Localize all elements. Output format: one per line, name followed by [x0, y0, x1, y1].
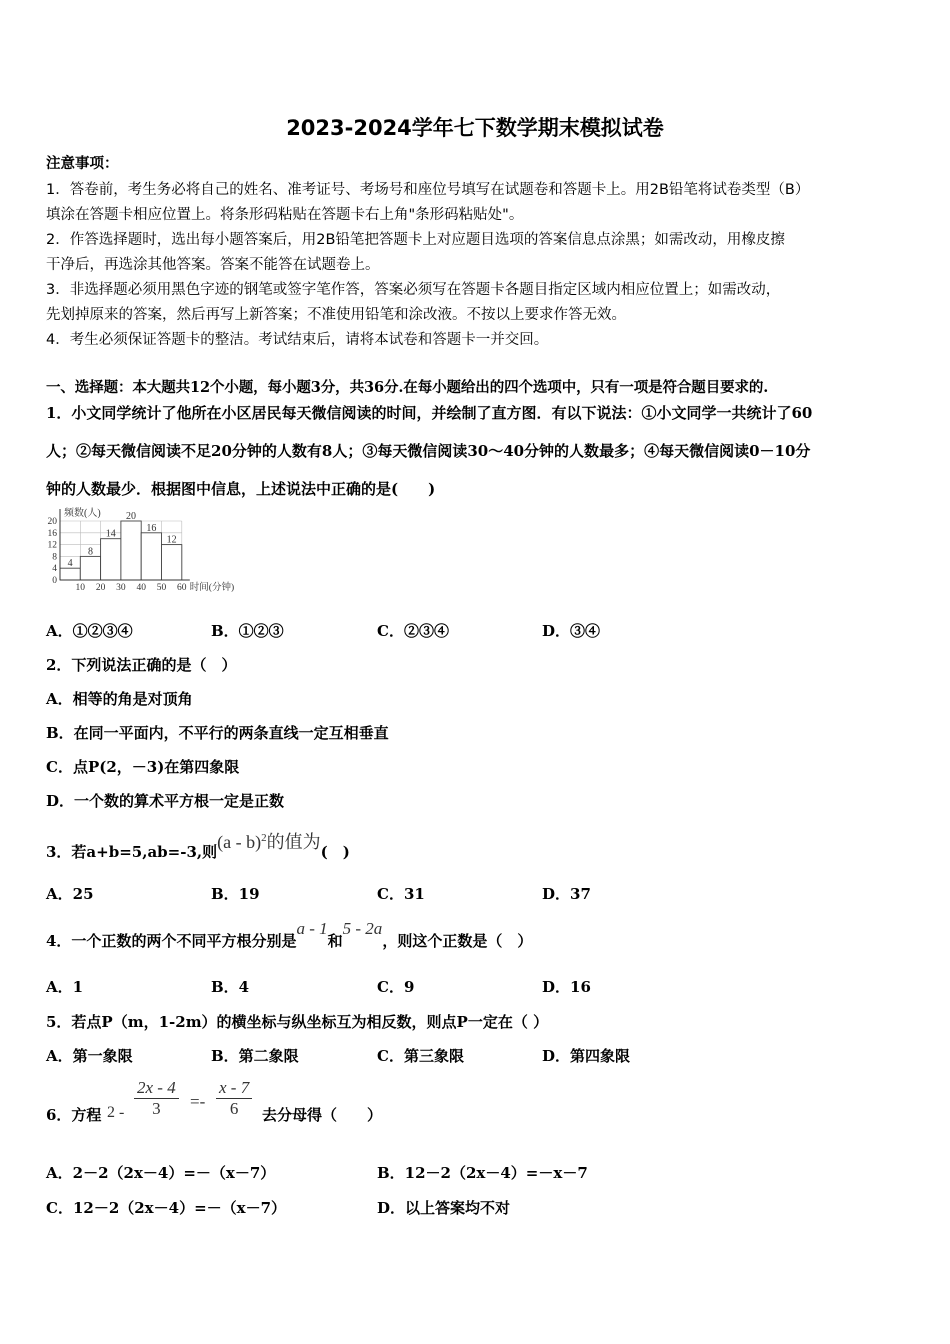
- histogram-svg: [42, 503, 257, 598]
- q3-stem-post: ( ): [320, 843, 350, 861]
- question-1-line: 钟的人数最少．根据图中信息，上述说法中正确的是( ): [46, 480, 436, 498]
- q5-option-c: C．第三象限: [377, 1047, 464, 1065]
- notice-line: 干净后，再选涂其他答案。答案不能答在试题卷上。: [46, 257, 380, 273]
- question-2-stem: 2．下列说法正确的是（ ）: [46, 656, 237, 674]
- y-tick-label: 20: [47, 517, 57, 527]
- x-tick-label: 10: [75, 583, 86, 593]
- histogram-bar: [141, 533, 161, 580]
- q6-equals: =-: [190, 1092, 206, 1111]
- notice-heading: 注意事项：: [46, 156, 119, 172]
- question-5-stem: 5．若点P（m，1-2m）的横坐标与纵坐标互为相反数，则点P一定在（ ）: [46, 1013, 549, 1031]
- q1-option-c: C．②③④: [377, 622, 449, 640]
- q6-lead: 2 -: [107, 1104, 125, 1121]
- q4-mid: 和: [327, 932, 343, 950]
- q6-frac1-den: 3: [134, 1098, 179, 1119]
- x-tick-label: 30: [116, 583, 126, 593]
- histogram-bar: [80, 556, 100, 580]
- q3-stem-pre: 3．若a+b=5,ab=-3,则: [46, 843, 218, 861]
- q6-option-b: B．12－2（2x－4）=－x－7: [377, 1164, 588, 1182]
- q6-fraction-1: [134, 1078, 179, 1119]
- bar-value-label: 20: [126, 511, 137, 522]
- y-tick-label: 16: [47, 528, 57, 539]
- q2-option-d: D．一个数的算术平方根一定是正数: [46, 792, 285, 810]
- notice-line: 2．作答选择题时，选出每小题答案后，用2B铅笔把答题卡上对应题目选项的答案信息点涂黑；如需改动，用橡皮擦: [46, 232, 785, 248]
- y-tick-label: 4: [52, 564, 57, 575]
- q2-option-c: C．点P(2，－3)在第四象限: [46, 758, 240, 776]
- q3-expr-exp: 2: [261, 832, 267, 844]
- q4-option-c: C．9: [377, 978, 415, 996]
- q6-stem-post: 去分母得（ ）: [262, 1106, 383, 1124]
- page-title: 2023-2024学年七下数学期末模拟试卷: [286, 116, 664, 140]
- notice-line: 填涂在答题卡相应位置上。将条形码粘贴在答题卡右上角"条形码粘贴处"。: [46, 207, 524, 223]
- histogram-bar: [162, 545, 182, 580]
- question-4-stem: [46, 919, 533, 951]
- q6-frac1-num: 2x - 4: [137, 1078, 176, 1097]
- q4-option-d: D．16: [542, 978, 591, 996]
- q3-expression: [217, 832, 320, 852]
- q6-fraction-2: [216, 1078, 252, 1119]
- question-1-line: 1．小文同学统计了他所在小区居民每天微信阅读的时间，并绘制了直方图．有以下说法：①小文同学一共统计了60: [46, 404, 813, 422]
- notice-line: 4．考生必须保证答题卡的整洁。考试结束后，请将本试卷和答题卡一并交回。: [46, 332, 549, 348]
- q3-option-a: A．25: [46, 885, 94, 903]
- section-heading: 一、选择题：本大题共12个小题，每小题3分，共36分.在每小题给出的四个选项中，只有一项是符合题目要求的.: [46, 379, 769, 396]
- q6-option-a: A．2－2（2x－4）=－（x－7）: [46, 1164, 276, 1182]
- bar-value-label: 12: [166, 534, 177, 546]
- q5-option-a: A．第一象限: [46, 1047, 133, 1065]
- x-axis-label: 时间(分钟): [189, 583, 235, 593]
- notice-line: 先划掉原来的答案，然后再写上新答案；不准使用铅笔和涂改液。不按以上要求作答无效。: [46, 307, 626, 323]
- histogram-bar: [121, 521, 141, 580]
- q2-option-b: B．在同一平面内，不平行的两条直线一定互相垂直: [46, 724, 389, 742]
- q3-option-c: C．31: [377, 885, 425, 903]
- q4-option-b: B．4: [211, 978, 250, 996]
- x-tick-label: 50: [156, 583, 167, 593]
- q5-option-d: D．第四象限: [542, 1047, 631, 1065]
- histogram-bar: [101, 539, 121, 580]
- q6-frac2-num: x - 7: [219, 1078, 250, 1097]
- q1-option-a: A．①②③④: [46, 622, 133, 640]
- x-tick-label: 60: [177, 583, 187, 593]
- question-1-line: 人；②每天微信阅读不足20分钟的人数有8人；③每天微信阅读30～40分钟的人数最多；④每天微信阅读0－10分: [46, 442, 811, 460]
- q3-expr-base: (a - b): [217, 832, 262, 852]
- y-tick-label: 12: [47, 540, 57, 551]
- q6-stem-pre: 6．方程: [46, 1106, 102, 1124]
- q3-expr-tail: 的值为: [266, 832, 321, 852]
- y-tick-label: 8: [52, 552, 57, 563]
- bar-value-label: 14: [105, 528, 116, 540]
- q1-option-b: B．①②③: [211, 622, 284, 640]
- bar-value-label: 4: [67, 558, 73, 570]
- q1-option-d: D．③④: [542, 622, 601, 640]
- y-tick-label: 0: [52, 576, 57, 586]
- histogram-bar: [60, 568, 80, 580]
- q3-option-b: B．19: [211, 885, 260, 903]
- x-tick-label: 40: [136, 583, 146, 593]
- x-tick-label: 20: [95, 583, 106, 593]
- bar-value-label: 8: [87, 546, 93, 558]
- q6-frac2-den: 6: [216, 1098, 252, 1119]
- histogram-chart: [42, 503, 257, 598]
- y-axis-label: 频数(人): [64, 508, 101, 519]
- question-3-stem: [46, 832, 350, 863]
- q2-option-a: A．相等的角是对顶角: [46, 690, 193, 708]
- q4-stem-post: ，则这个正数是（ ）: [382, 932, 533, 950]
- notice-line: 1．答卷前，考生务必将自己的姓名、准考证号、考场号和座位号填写在试题卷和答题卡上。用2B铅笔将试卷类型（B）: [46, 182, 810, 198]
- q3-option-d: D．37: [542, 885, 591, 903]
- q6-option-c: C．12－2（2x－4）=－（x－7）: [46, 1199, 287, 1217]
- q4-stem-pre: 4．一个正数的两个不同平方根分别是: [46, 932, 297, 950]
- q4-expr-2: 5 - 2a: [342, 919, 383, 938]
- q5-option-b: B．第二象限: [211, 1047, 299, 1065]
- q4-expr-1: a - 1: [296, 919, 328, 938]
- q4-option-a: A．1: [46, 978, 84, 996]
- bar-value-label: 16: [146, 522, 157, 534]
- q6-option-d: D．以上答案均不对: [377, 1199, 511, 1217]
- notice-line: 3．非选择题必须用黑色字迹的钢笔或签字笔作答，答案必须写在答题卡各题目指定区域内相应位置上；如需改动，: [46, 282, 781, 298]
